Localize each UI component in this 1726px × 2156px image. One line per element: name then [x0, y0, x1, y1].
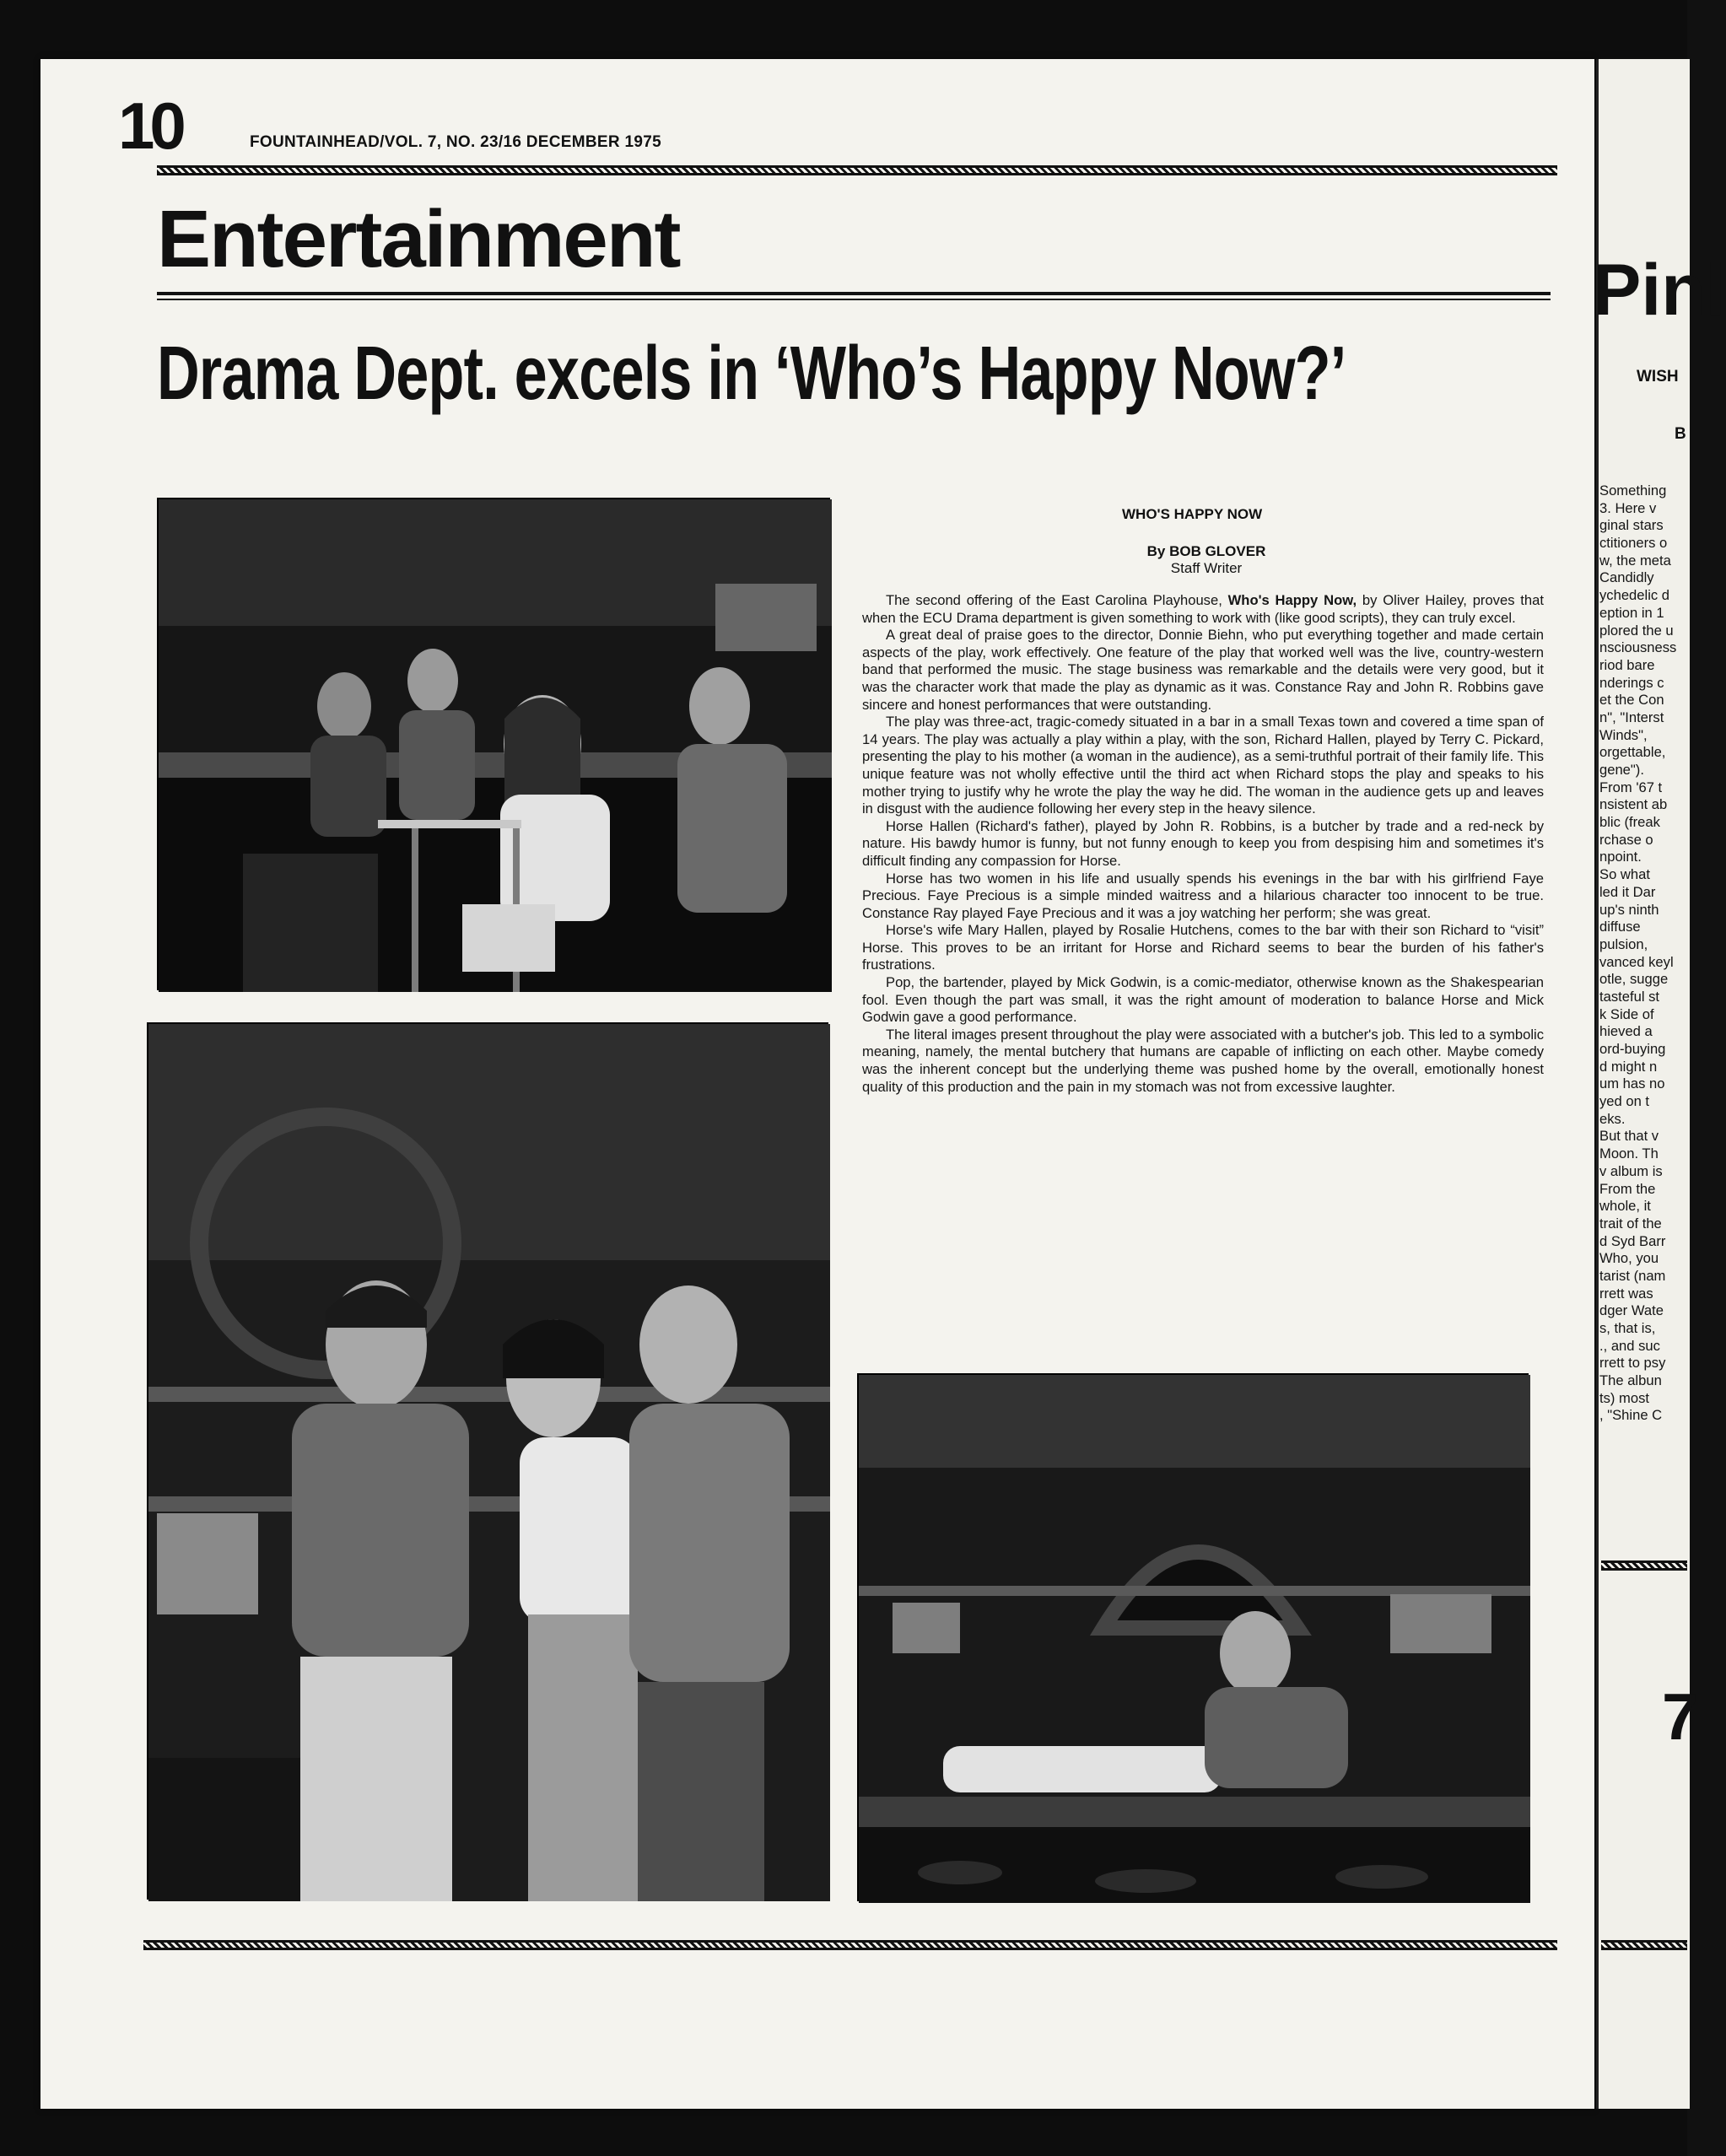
article-paragraph: Horse has two women in his life and usually spends his evenings in the bar with his girlfriend Faye Precious. Faye Precious is a simple minded waitress and a hilarious character too innocent to be true. Constance Ray played Faye Precious and it was a joy watching her perform; she was great. — [862, 870, 1544, 921]
photo-bar-struggle-image — [859, 1375, 1530, 1903]
adjacent-column-line: Candidly — [1599, 569, 1654, 586]
adjacent-column-line: dger Wate — [1599, 1302, 1664, 1319]
adjacent-column-line: yed on t — [1599, 1093, 1650, 1110]
adjacent-column-line: Something — [1599, 482, 1667, 499]
adjacent-column-line: plored the u — [1599, 622, 1674, 639]
adjacent-wavy-rule — [1601, 1560, 1687, 1571]
adjacent-column-line: n", "Interst — [1599, 709, 1664, 725]
adjacent-column-line: ychedelic d — [1599, 587, 1670, 604]
adjacent-column-line: npoint. — [1599, 849, 1642, 865]
article-body — [862, 592, 1544, 1096]
byline-role: Staff Writer — [1170, 560, 1243, 576]
article-paragraph: Horse Hallen (Richard's father), played by John R. Robbins, is a butcher by trade and a red-neck by nature. His bawdy humor is funny, but not funny enough to keep you from despising him and sometimes it's difficult finding any compassion for Horse. — [862, 817, 1544, 869]
article-paragraph: Horse's wife Mary Hallen, played by Rosalie Hutchens, comes to the bar with their son Richard to “visit” Horse. This proves to be an irritant for Horse and Richard seems to bear the burden of his father's frustrations. — [862, 922, 1544, 973]
adjacent-column-line: tarist (nam — [1599, 1267, 1666, 1284]
adjacent-column-line: From '67 t — [1599, 779, 1663, 795]
adjacent-column-line: rrett was — [1599, 1285, 1653, 1302]
adjacent-column-line: w, the meta — [1599, 552, 1671, 569]
adjacent-column-line: d Syd Barr — [1599, 1232, 1666, 1249]
adjacent-column-line: k Side of — [1599, 1005, 1654, 1022]
adjacent-column-line: ord-buying — [1599, 1041, 1666, 1057]
adjacent-column-line: otle, sugge — [1599, 971, 1669, 988]
adjacent-column-line: ginal stars — [1599, 517, 1664, 534]
headline: Drama Dept. excels in ‘Who’s Happy Now?’ — [157, 331, 1346, 416]
article-paragraph: The literal images present throughout the play were associated with a butcher's job. This led to a symbolic meaning, namely, the mental butchery that humans are capable of inflicting on each other. Maybe comedy was the inherent concept but the underlying theme was pushed home by the overall, emotionally honest quality of this production and the pain in my stomach was not from excessive laughter. — [862, 1026, 1544, 1095]
adjacent-column-line: But that v — [1599, 1128, 1659, 1145]
adjacent-column-line: gene"). — [1599, 762, 1644, 778]
adjacent-column-line: Moon. Th — [1599, 1145, 1659, 1162]
adjacent-kicker: WISH — [1637, 368, 1679, 385]
adjacent-kicker-byline: B — [1675, 425, 1686, 443]
adjacent-column-line: v album is — [1599, 1162, 1663, 1179]
photo-bar-scene-image — [159, 499, 832, 992]
adjacent-column-line: tasteful st — [1599, 988, 1660, 1005]
adjacent-column-line: hieved a — [1599, 1023, 1653, 1040]
photo-bar-struggle — [857, 1373, 1529, 1901]
adjacent-column-line: d might n — [1599, 1058, 1658, 1075]
section-title: Entertainment — [157, 194, 680, 284]
adjacent-column-line: Who, you — [1599, 1250, 1659, 1267]
adjacent-column-line: up's ninth — [1599, 901, 1659, 918]
adjacent-column-line: Winds", — [1599, 726, 1648, 743]
adjacent-footer-rule — [1601, 1940, 1687, 1950]
adjacent-column-line: vanced keyl — [1599, 953, 1674, 970]
adjacent-column-line: trait of the — [1599, 1215, 1662, 1232]
byline — [1122, 543, 1291, 577]
folio-line: FOUNTAINHEAD/VOL. 7, NO. 23/16 DECEMBER 1975 — [250, 133, 661, 151]
adjacent-column-line: orgettable, — [1599, 744, 1666, 761]
adjacent-column-line: , "Shine C — [1599, 1407, 1663, 1424]
photo-three-actors-image — [148, 1024, 830, 1901]
adjacent-column-line: ctitioners o — [1599, 535, 1668, 552]
adjacent-column-line: rchase o — [1599, 831, 1653, 848]
adjacent-column-line: nsistent ab — [1599, 796, 1668, 813]
photo-three-actors — [147, 1022, 828, 1900]
adjacent-column-line: blic (freak — [1599, 814, 1660, 831]
adjacent-column-line: whole, it — [1599, 1198, 1651, 1215]
adjacent-column-line: et the Con — [1599, 692, 1664, 709]
adjacent-big-numeral: 7 — [1662, 1679, 1699, 1754]
adjacent-column-line: 3. Here v — [1599, 499, 1657, 516]
adjacent-column-line: eption in 1 — [1599, 604, 1664, 621]
page-number: 10 — [118, 89, 181, 163]
adjacent-column-line: So what — [1599, 866, 1650, 883]
adjacent-column-line: led it Dar — [1599, 883, 1656, 900]
adjacent-column-line: ts) most — [1599, 1389, 1650, 1406]
adjacent-column-line: The albun — [1599, 1372, 1662, 1389]
adjacent-column-line: rrett to psy — [1599, 1355, 1666, 1372]
adjacent-column-line: riod bare — [1599, 656, 1655, 673]
footer-wavy-rule — [143, 1940, 1557, 1950]
article-paragraph: Pop, the bartender, played by Mick Godwin, is a comic-mediator, otherwise known as the Shakespearian fool. Even though the part was small, it was the right amount of moderation to balance Horse and Mick Godwin gave a good performance. — [862, 974, 1544, 1026]
adjacent-column-line: ., and suc — [1599, 1337, 1660, 1354]
article-title: WHO'S HAPPY NOW — [1122, 506, 1263, 522]
header-wavy-rule — [157, 165, 1557, 175]
adjacent-headline-fragment: Pinl — [1593, 250, 1726, 331]
adjacent-column-line: nsciousness — [1599, 639, 1677, 656]
adjacent-column-line: eks. — [1599, 1110, 1626, 1127]
adjacent-column-line: pulsion, — [1599, 935, 1648, 952]
byline-author: By BOB GLOVER — [1146, 543, 1266, 559]
adjacent-column-line: diffuse — [1599, 919, 1641, 935]
adjacent-column-line: s, that is, — [1599, 1320, 1656, 1336]
article-paragraph: The play was three-act, tragic-comedy situated in a bar in a small Texas town and covered a time span of 14 years. The play was actually a play within a play, with the son, Richard Hallen, played by Terry C. Pickard, presenting the play to his mother (a woman in the audience), as a semi-truthful portrait of their family life. This unique feature was not wholly effective until the third act when Richard stops the play and speaks to his mother trying to justify why he wrote the play the way he did. The woman in the audience gets up and leaves in disgust with the audience following her every step in the heavy silence. — [862, 714, 1544, 817]
photo-bar-scene — [157, 498, 830, 990]
adjacent-column-text — [1599, 482, 1692, 1425]
article-paragraph: The second offering of the East Carolina Playhouse, Who's Happy Now, by Oliver Hailey, proves that when the ECU Drama department is given something to work with (like good scripts), they can truly excel. — [862, 592, 1544, 626]
adjacent-column-line: nderings c — [1599, 674, 1664, 691]
section-double-rule — [157, 292, 1551, 300]
adjacent-column-line: um has no — [1599, 1075, 1665, 1092]
adjacent-column-line: From the — [1599, 1180, 1656, 1197]
article-paragraph: A great deal of praise goes to the director, Donnie Biehn, who put everything together and made certain aspects of the play, work effectively. One feature of the play that worked well was the live, country-western band that performed the music. The stage business was remarkable and the details were very good, but it was the character work that made the play as dynamic as it was. Constance Ray and John R. Robbins gave sincere and honest performances that were outstanding. — [862, 627, 1544, 713]
